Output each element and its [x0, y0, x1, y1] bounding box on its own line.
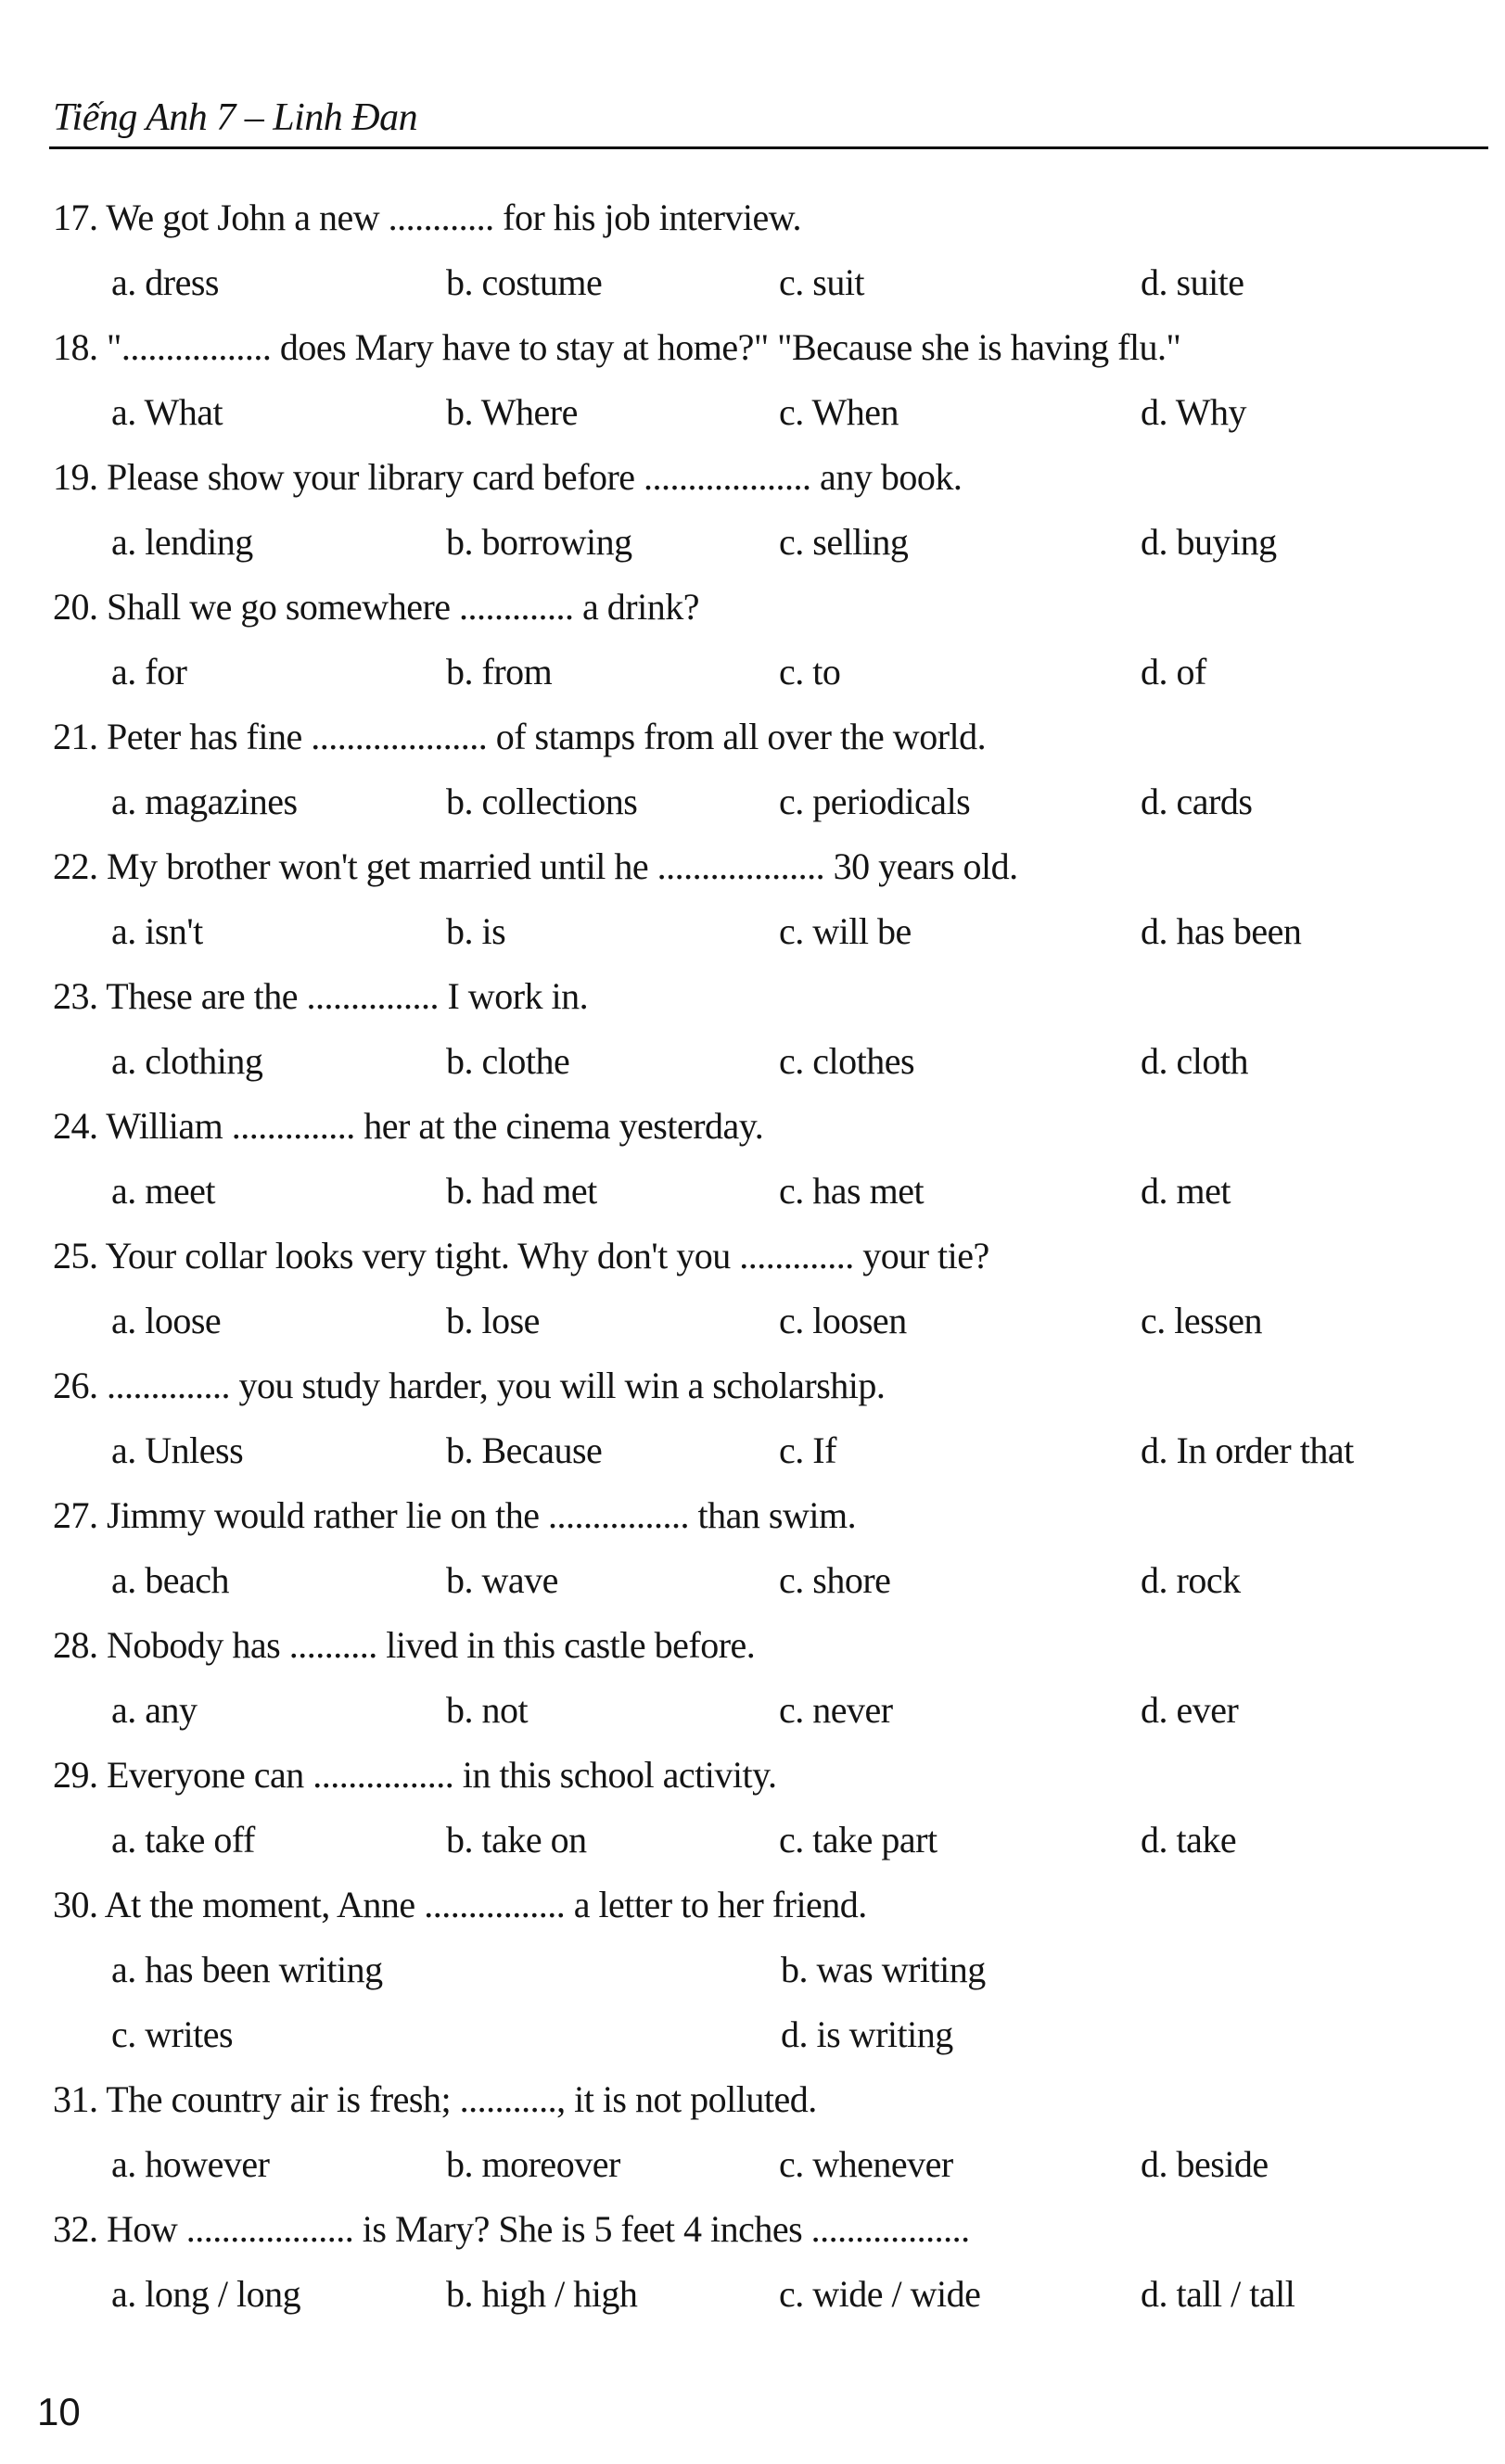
question-20-text: 20. Shall we go somewhere ............. a drink?: [53, 586, 699, 628]
option-26-1: a. Unless: [111, 1429, 244, 1471]
option-30-3: c. writes: [111, 2013, 234, 2055]
option-23-4: d. cloth: [1141, 1040, 1248, 1082]
option-31-2: b. moreover: [446, 2143, 620, 2185]
option-26-3: c. If: [779, 1429, 836, 1471]
question-30-text: 30. At the moment, Anne ................ a letter to her friend.: [53, 1884, 867, 1925]
question-29-text: 29. Everyone can ................ in this school activity.: [53, 1754, 777, 1796]
option-20-3: c. to: [779, 651, 841, 692]
question-21-text: 21. Peter has fine .................... of stamps from all over the world.: [53, 716, 987, 757]
option-29-2: b. take on: [446, 1819, 587, 1861]
question-32-options-row-1: [53, 2262, 1462, 2327]
option-20-2: b. from: [446, 651, 553, 692]
option-22-2: b. is: [446, 910, 506, 952]
option-23-3: c. clothes: [779, 1040, 915, 1082]
question-27-text: 27. Jimmy would rather lie on the ................ than swim.: [53, 1494, 857, 1536]
question-28-text: 28. Nobody has .......... lived in this castle before.: [53, 1624, 756, 1666]
option-26-2: b. Because: [446, 1429, 603, 1471]
option-25-3: c. loosen: [779, 1300, 907, 1341]
option-17-2: b. costume: [446, 261, 603, 303]
question-22-text: 22. My brother won't get married until he ................... 30 years old.: [53, 845, 1018, 887]
option-22-1: a. isn't: [111, 910, 203, 952]
option-31-4: d. beside: [1141, 2143, 1269, 2185]
option-24-2: b. had met: [446, 1170, 597, 1212]
question-27-options-row-1: [53, 1548, 1462, 1613]
question-20-options-row-1: [53, 640, 1462, 705]
option-19-4: d. buying: [1141, 521, 1277, 563]
option-32-4: d. tall / tall: [1141, 2273, 1295, 2315]
option-21-4: d. cards: [1141, 781, 1253, 822]
option-20-4: d. of: [1141, 651, 1206, 692]
option-30-4: d. is writing: [781, 2013, 953, 2055]
option-29-1: a. take off: [111, 1819, 255, 1861]
question-24-text: 24. William .............. her at the cinema yesterday.: [53, 1105, 764, 1147]
option-28-2: b. not: [446, 1689, 529, 1731]
option-25-2: b. lose: [446, 1300, 540, 1341]
option-18-1: a. What: [111, 391, 223, 433]
option-24-4: d. met: [1141, 1170, 1231, 1212]
question-list: [53, 185, 1462, 2327]
option-22-3: c. will be: [779, 910, 912, 952]
question-29-options-row-1: [53, 1808, 1462, 1873]
question-32-text: 32. How ................... is Mary? She is 5 feet 4 inches ..................: [53, 2208, 970, 2250]
header-rule: [49, 146, 1488, 149]
question-31-options-row-1: [53, 2132, 1462, 2197]
option-29-3: c. take part: [779, 1819, 937, 1861]
option-17-4: d. suite: [1141, 261, 1244, 303]
option-27-4: d. rock: [1141, 1559, 1241, 1601]
question-22-options-row-1: [53, 899, 1462, 964]
question-26-options-row-1: [53, 1418, 1462, 1483]
question-25-options-row-1: [53, 1289, 1462, 1353]
option-32-2: b. high / high: [446, 2273, 638, 2315]
option-31-1: a. however: [111, 2143, 270, 2185]
option-24-1: a. meet: [111, 1170, 215, 1212]
page-number: 10: [37, 2390, 81, 2433]
question-30-options-row-1: [53, 1937, 1462, 2002]
option-29-4: d. take: [1141, 1819, 1237, 1861]
question-23-text: 23. These are the ............... I work in.: [53, 975, 589, 1017]
option-19-1: a. lending: [111, 521, 253, 563]
option-28-1: a. any: [111, 1689, 198, 1731]
option-21-1: a. magazines: [111, 781, 298, 822]
page-title: Tiếng Anh 7 – Linh Đan: [53, 96, 418, 139]
question-23-options-row-1: [53, 1029, 1462, 1094]
option-27-2: b. wave: [446, 1559, 558, 1601]
option-25-1: a. loose: [111, 1300, 222, 1341]
option-19-2: b. borrowing: [446, 521, 632, 563]
option-20-1: a. for: [111, 651, 187, 692]
option-32-3: c. wide / wide: [779, 2273, 981, 2315]
option-24-3: c. has met: [779, 1170, 925, 1212]
question-18-options-row-1: [53, 380, 1462, 445]
question-24-options-row-1: [53, 1159, 1462, 1224]
option-18-3: c. When: [779, 391, 899, 433]
option-28-3: c. never: [779, 1689, 893, 1731]
option-27-3: c. shore: [779, 1559, 891, 1601]
question-26-text: 26. .............. you study harder, you will win a scholarship.: [53, 1365, 886, 1406]
option-22-4: d. has been: [1141, 910, 1302, 952]
question-25-text: 25. Your collar looks very tight. Why don't you ............. your tie?: [53, 1235, 989, 1276]
option-30-1: a. has been writing: [111, 1949, 383, 1990]
option-31-3: c. whenever: [779, 2143, 953, 2185]
option-23-2: b. clothe: [446, 1040, 570, 1082]
option-19-3: c. selling: [779, 521, 909, 563]
option-17-1: a. dress: [111, 261, 219, 303]
question-31-text: 31. The country air is fresh; ..........., it is not polluted.: [53, 2078, 817, 2120]
question-21-options-row-1: [53, 769, 1462, 834]
option-25-4: c. lessen: [1141, 1300, 1263, 1341]
option-27-1: a. beach: [111, 1559, 230, 1601]
option-28-4: d. ever: [1141, 1689, 1239, 1731]
question-17-text: 17. We got John a new ............ for his job interview.: [53, 197, 802, 238]
question-18-text: 18. "................. does Mary have to stay at home?" "Because she is having flu.": [53, 326, 1181, 368]
option-26-4: d. In order that: [1141, 1429, 1354, 1471]
option-18-2: b. Where: [446, 391, 578, 433]
question-30-options-row-2: [53, 2002, 1462, 2067]
option-21-2: b. collections: [446, 781, 638, 822]
question-17-options-row-1: [53, 250, 1462, 315]
question-19-options-row-1: [53, 510, 1462, 575]
question-19-text: 19. Please show your library card before ................... any book.: [53, 456, 963, 498]
option-30-2: b. was writing: [781, 1949, 986, 1990]
option-23-1: a. clothing: [111, 1040, 263, 1082]
option-17-3: c. suit: [779, 261, 865, 303]
question-28-options-row-1: [53, 1678, 1462, 1743]
option-32-1: a. long / long: [111, 2273, 301, 2315]
option-21-3: c. periodicals: [779, 781, 971, 822]
option-18-4: d. Why: [1141, 391, 1247, 433]
